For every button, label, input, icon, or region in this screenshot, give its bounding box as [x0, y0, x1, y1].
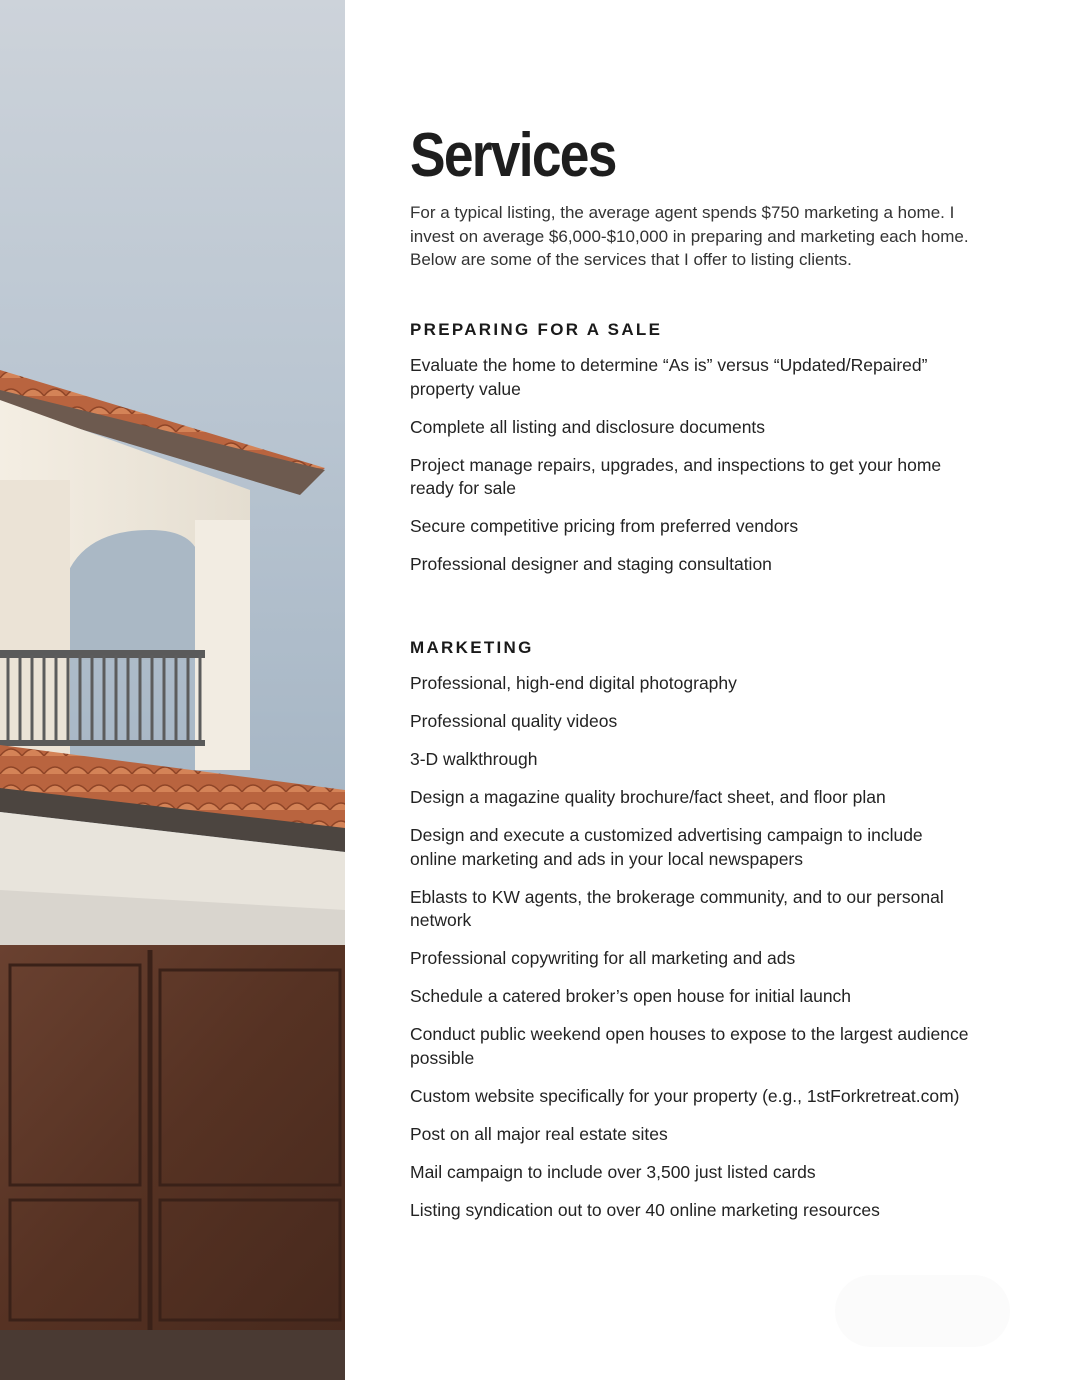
- services-content: [410, 120, 990, 1220]
- list-item: Professional, high-end digital photography: [410, 673, 737, 693]
- list-item: Complete all listing and disclosure documents: [410, 416, 766, 437]
- page-title: Services: [410, 121, 616, 190]
- section-preparing-for-sale: [410, 320, 970, 591]
- list-item: Design and execute a customized advertising campaign to include online marketing and ads in your local newspapers: [410, 825, 923, 869]
- list-item: Listing syndication out to over 40 online marketing resources: [410, 1199, 880, 1220]
- intro-paragraph: For a typical listing, the average agent spends $750 marketing a home. I invest on average $6,000-$10,000 in preparing and marketing each home. Below are some of the services that I offer to listing clients.: [410, 203, 969, 270]
- list-item: Secure competitive pricing from preferred vendors: [410, 516, 799, 536]
- list-item: Professional designer and staging consultation: [410, 554, 772, 574]
- section-heading: PREPARING FOR A SALE: [410, 320, 663, 339]
- list-item: Conduct public weekend open houses to expose to the largest audience possible: [410, 1024, 969, 1068]
- list-item: Professional copywriting for all marketing and ads: [410, 948, 796, 968]
- section-marketing: [410, 638, 970, 1237]
- section-heading: MARKETING: [410, 638, 534, 657]
- house-illustration: [0, 0, 345, 1380]
- list-item: Post on all major real estate sites: [410, 1123, 668, 1144]
- list-item: Evaluate the home to determine “As is” versus “Updated/Repaired” property value: [410, 355, 928, 399]
- service-list: [410, 354, 970, 577]
- list-item: Professional quality videos: [410, 711, 618, 731]
- house-photo: [0, 0, 345, 1380]
- list-item: Custom website specifically for your property (e.g., 1stForkretreat.com): [410, 1085, 960, 1106]
- list-item: Design a magazine quality brochure/fact sheet, and floor plan: [410, 787, 886, 807]
- list-item: 3-D walkthrough: [410, 749, 538, 769]
- list-item: Project manage repairs, upgrades, and inspections to get your home ready for sale: [410, 454, 942, 498]
- service-list: [410, 672, 970, 1222]
- decorative-shape: [835, 1275, 1010, 1347]
- list-item: Eblasts to KW agents, the brokerage community, and to our personal network: [410, 886, 944, 930]
- list-item: Schedule a catered broker’s open house for initial launch: [410, 986, 852, 1006]
- list-item: Mail campaign to include over 3,500 just listed cards: [410, 1161, 816, 1182]
